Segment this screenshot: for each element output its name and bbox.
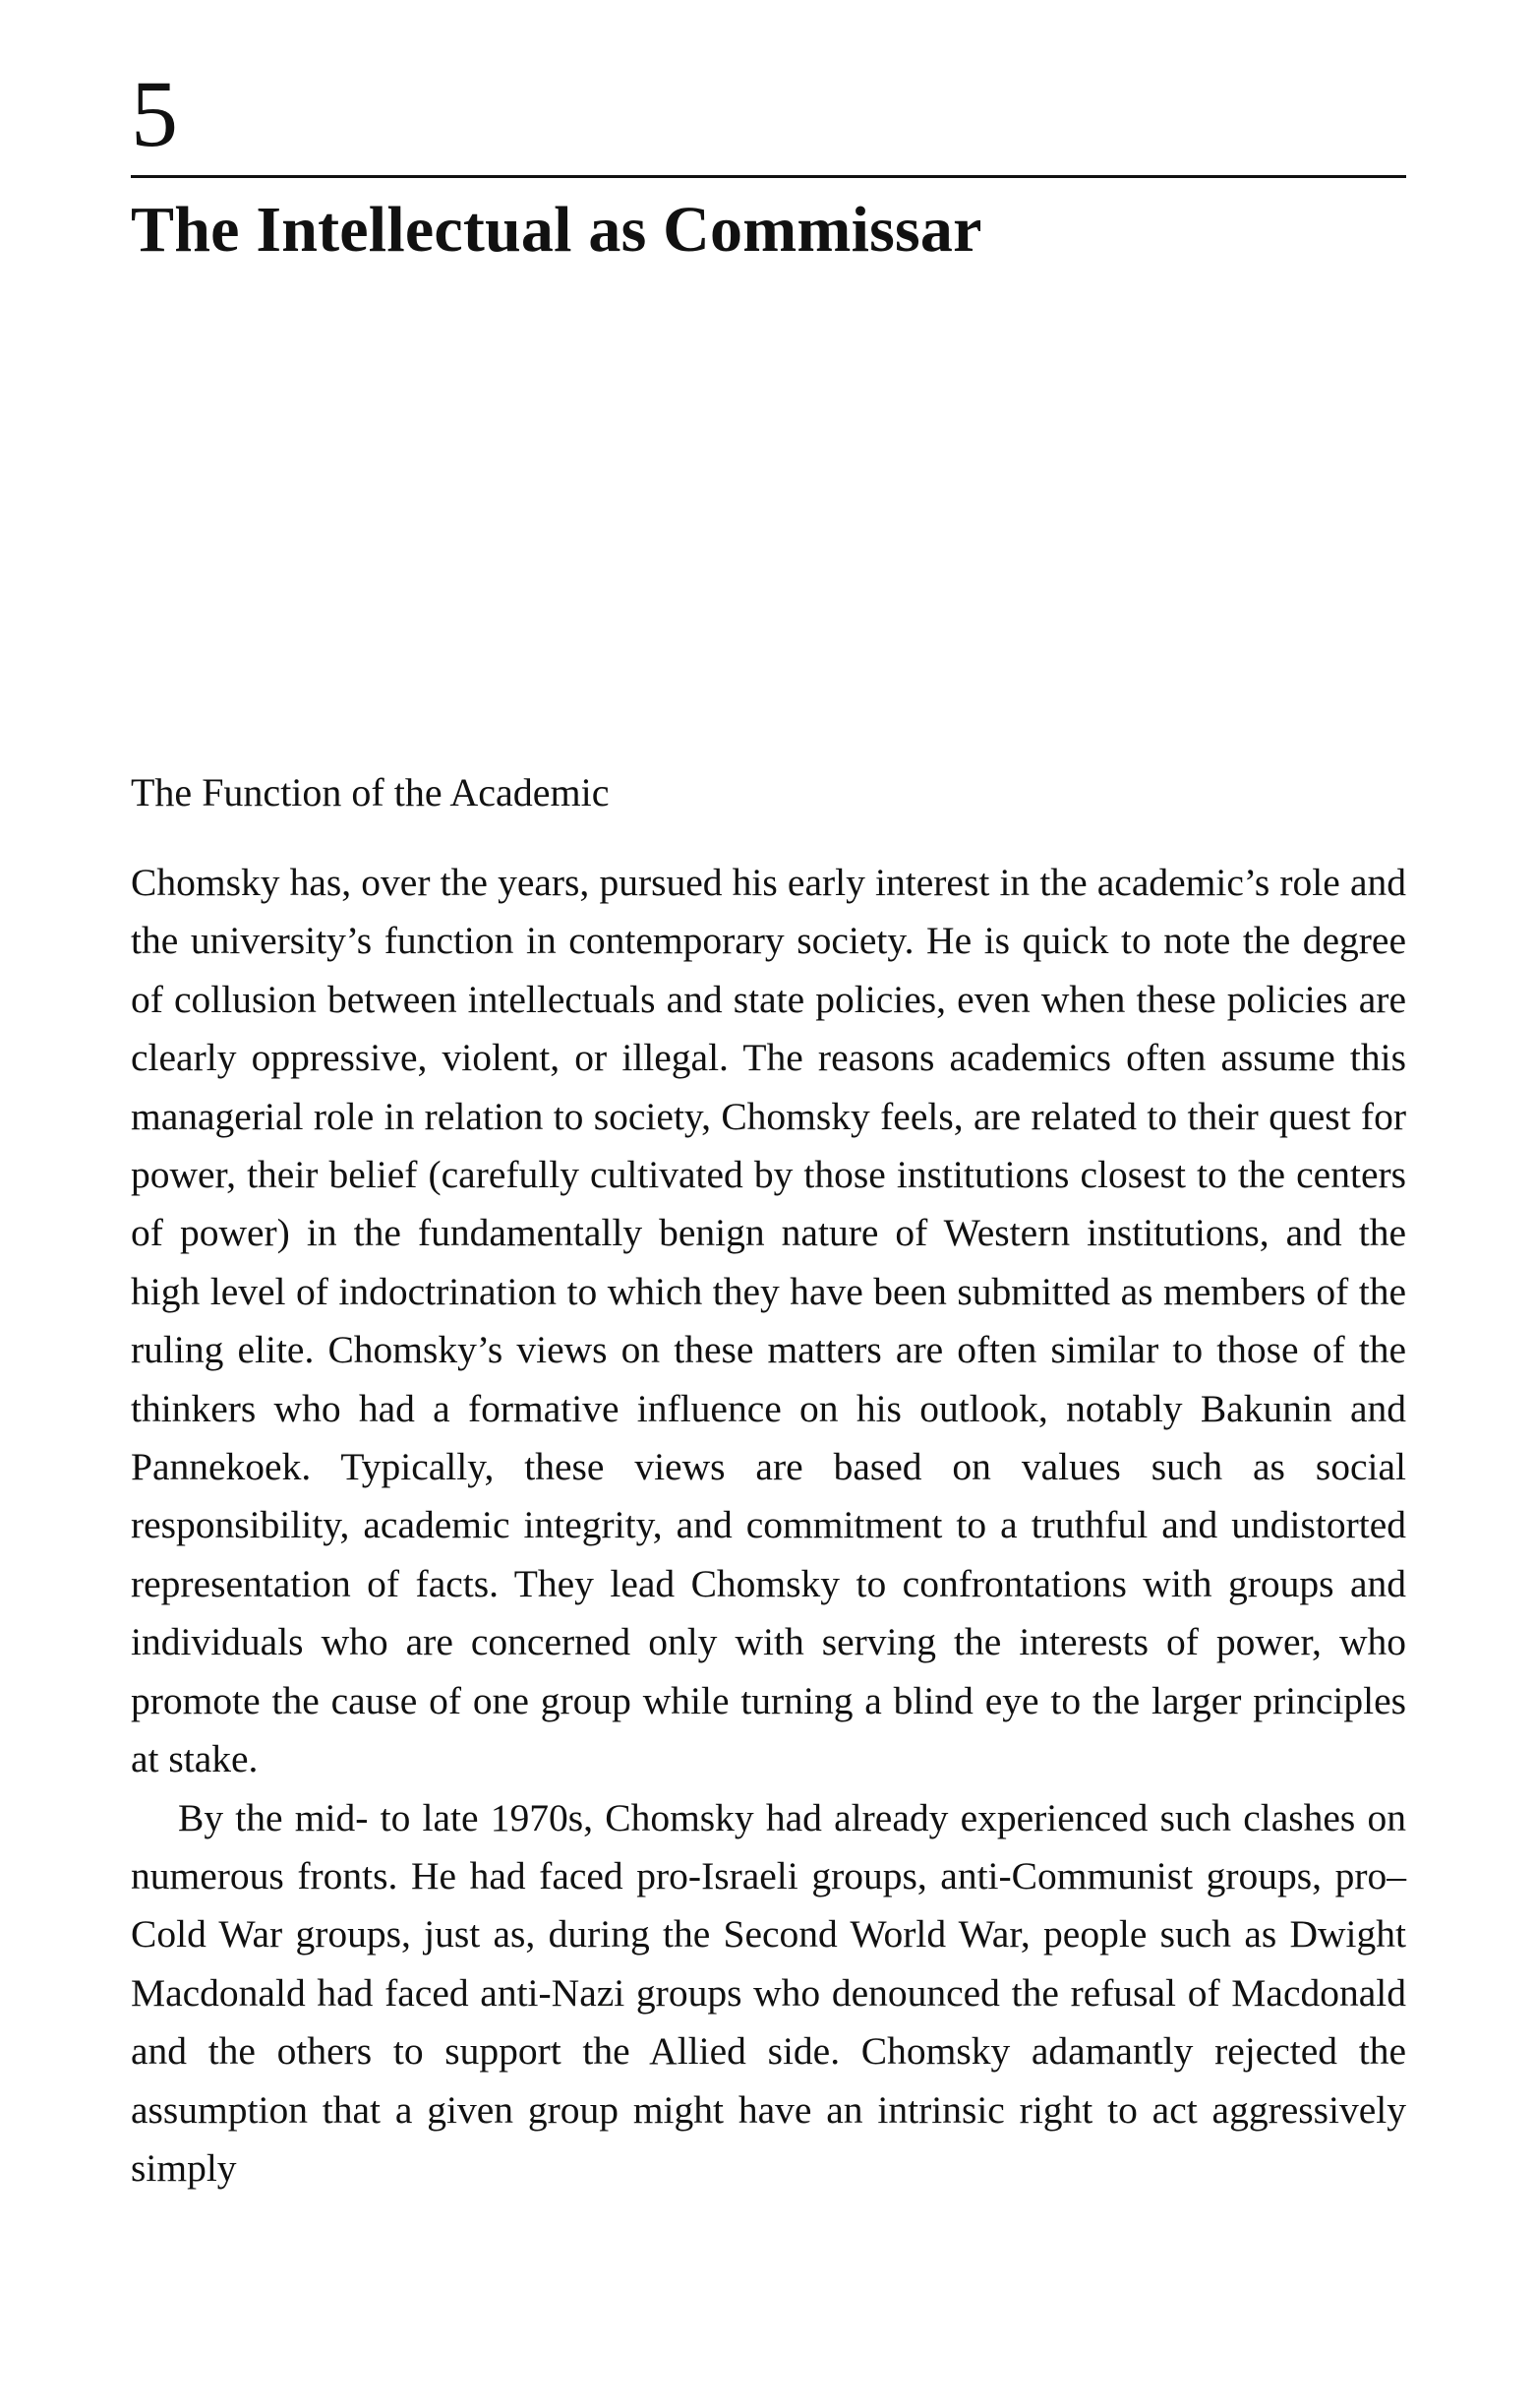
section-heading: The Function of the Academic — [131, 770, 610, 814]
chapter-rule-divider — [131, 175, 1406, 178]
paragraph-1: Chomsky has, over the years, pursued his early interest in the academic’s role and the university’s function in contemporary society. He is quick to note the degree of collusion between intellectuals and state policies, even when these policies are clearly oppressive, violent, or illegal. The reasons academics often assume this managerial role in relation to society, Chomsky feels, are related to their quest for power, their belief (carefully cultivated by those institutions closest to the centers of power) in the fundamentally benign nature of Western institutions, and the high level of indoctrination to which they have been submitted as members of the ruling elite. Chomsky’s views on these matters are often similar to those of the thinkers who had a formative influence on his outlook, notably Bakunin and Pannekoek. Typically, these views are based on values such as social responsibility, academic integrity, and commitment to a truthful and undistorted representation of facts. They lead Chomsky to confrontations with groups and individuals who are concerned only with serving the interests of power, who promote the cause of one group while turning a blind eye to the larger principles at stake. — [131, 861, 1406, 1781]
body-text — [131, 854, 1406, 2197]
chapter-title: The Intellectual as Commissar — [131, 194, 982, 266]
paragraph-2: By the mid- to late 1970s, Chomsky had already experienced such clashes on numerous fronts. He had faced pro-Israeli groups, anti-Communist groups, pro–Cold War groups, just as, during the Second World War, people such as Dwight Macdonald had faced anti-Nazi groups who denounced the refusal of Macdonald and the others to support the Allied side. Chomsky adamantly rejected the assumption that a given group might have an intrinsic right to act aggressively simply — [131, 1795, 1406, 2190]
chapter-number: 5 — [131, 61, 178, 166]
